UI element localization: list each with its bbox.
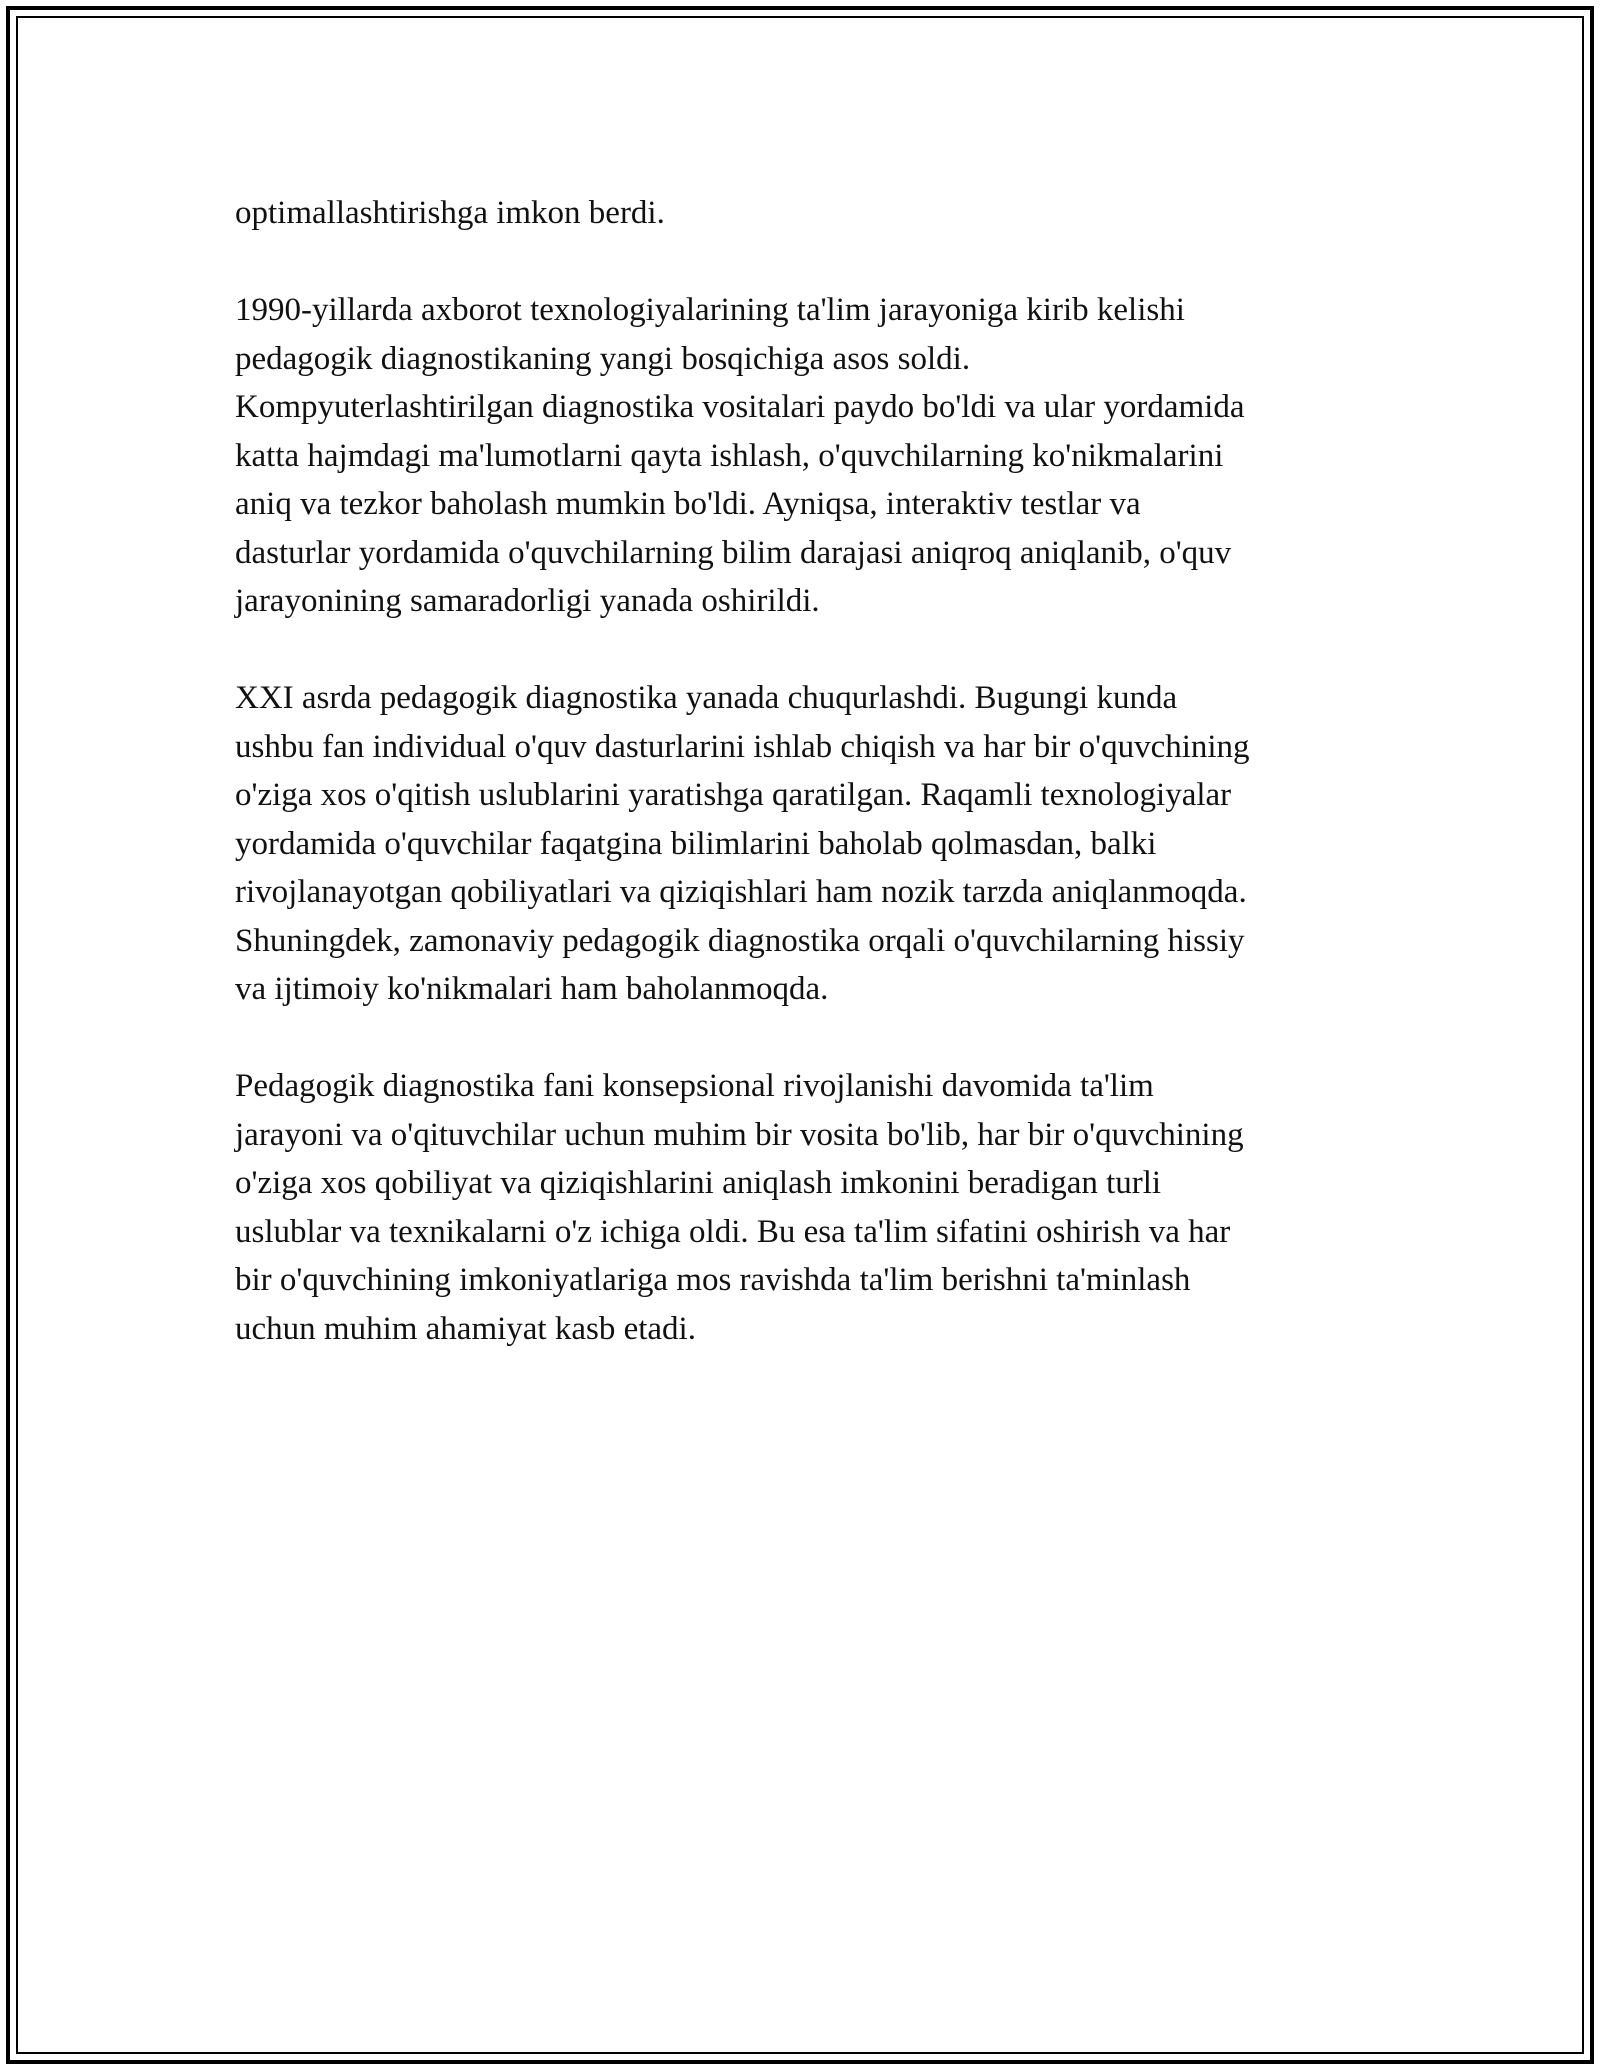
paragraph-1 [235,189,1385,238]
text-line: dasturlar yordamida o'quvchilarning bilim darajasi aniqroq aniqlanib, o'quv [235,534,1232,571]
text-line: jarayonining samaradorligi yanada oshirildi. [235,583,820,619]
document-body [235,189,1385,1402]
text-line: pedagogik diagnostikaning yangi bosqichiga asos soldi. [235,340,971,377]
text-line: yordamida o'quvchilar faqatgina bilimlarini baholab qolmasdan, balki [235,825,1157,862]
text-line: XXI asrda pedagogik diagnostika yanada chuqurlashdi. Bugungi kunda [235,680,1178,716]
text-line: ushbu fan individual o'quv dasturlarini ishlab chiqish va har bir o'quvchining [235,728,1250,765]
text-line: jarayoni va o'qituvchilar uchun muhim bir vosita bo'lib, har bir o'quvchining [235,1116,1244,1153]
text-line: optimallashtirishga imkon berdi. [235,195,665,231]
paragraph-4 [235,1062,1385,1353]
text-line: uchun muhim ahamiyat kasb etadi. [235,1310,696,1347]
text-line: Kompyuterlashtirilgan diagnostika vositalari paydo bo'ldi va ular yordamida [235,389,1245,425]
paragraph-3 [235,674,1385,1014]
text-line: uslublar va texnikalarni o'z ichiga oldi. Bu esa ta'lim sifatini oshirish va har [235,1213,1231,1250]
text-line: aniq va tezkor baholash mumkin bo'ldi. Ayniqsa, interaktiv testlar va [235,486,1141,522]
text-line: va ijtimoiy ko'nikmalari ham baholanmoqda. [235,971,829,1007]
text-line: Shuningdek, zamonaviy pedagogik diagnostika orqali o'quvchilarning hissiy [235,922,1245,959]
text-line: Pedagogik diagnostika fani konsepsional rivojlanishi davomida ta'lim [235,1068,1154,1104]
text-line: katta hajmdagi ma'lumotlarni qayta ishlash, o'quvchilarning ko'nikmalarini [235,437,1224,474]
paragraph-2 [235,286,1385,626]
text-line: rivojlanayotgan qobiliyatlari va qiziqishlari ham nozik tarzda aniqlanmoqda. [235,874,1247,910]
text-line: o'ziga xos o'qitish uslublarini yaratishga qaratilgan. Raqamli texnologiyalar [235,777,1232,813]
text-line: 1990-yillarda axborot texnologiyalarining ta'lim jarayoniga kirib kelishi [235,292,1185,328]
text-line: o'ziga xos qobiliyat va qiziqishlarini aniqlash imkonini beradigan turli [235,1165,1162,1201]
text-line: bir o'quvchining imkoniyatlariga mos ravishda ta'lim berishni ta'minlash [235,1262,1191,1298]
